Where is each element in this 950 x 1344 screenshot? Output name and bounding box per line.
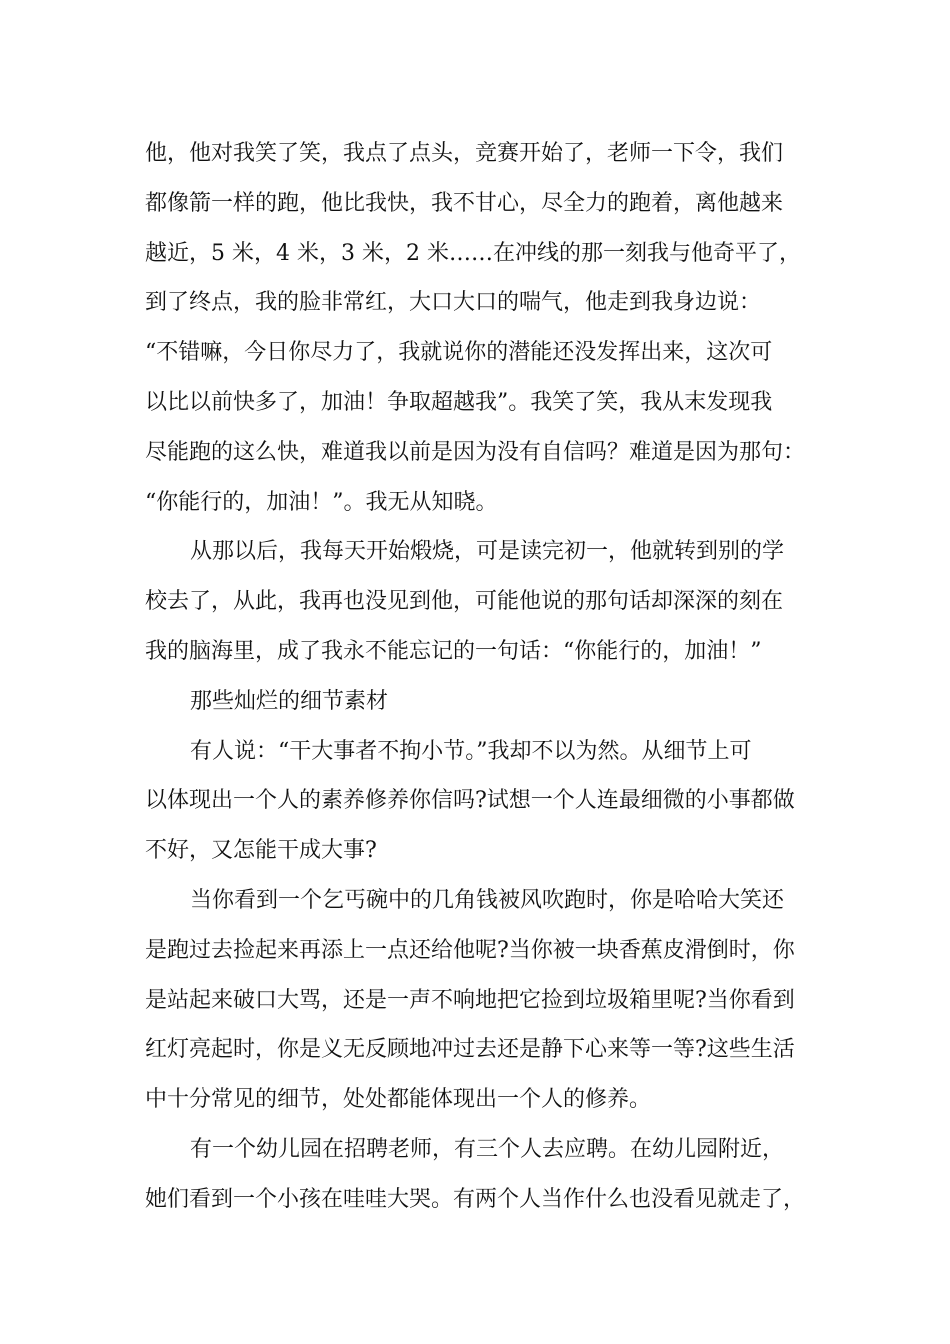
text-line: 中十分常见的细节，处处都能体现出一个人的修养。	[145, 1087, 652, 1113]
text-line: 红灯亮起时，你是义无反顾地冲过去还是静下心来等一等?这些生活	[145, 1037, 795, 1063]
text-line: “你能行的，加油！”。我无从知晓。	[145, 489, 498, 515]
paragraph-start-line: 当你看到一个乞丐碗中的几角钱被风吹跑时，你是哈哈大笑还	[190, 887, 785, 913]
text-line: 不好，又怎能干成大事?	[145, 838, 377, 864]
text-line: 她们看到一个小孩在哇哇大哭。有两个人当作什么也没看见就走了，	[145, 1186, 806, 1212]
paragraph-start-line: 有一个幼儿园在招聘老师，有三个人去应聘。在幼儿园附近，	[190, 1136, 785, 1162]
paragraph-start-line: 有人说：“干大事者不拘小节。”我却不以为然。从细节上可	[190, 738, 752, 764]
text-line: 我的脑海里，成了我永不能忘记的一句话：“你能行的，加油！”	[145, 638, 762, 664]
text-line: 他，他对我笑了笑，我点了点头，竞赛开始了，老师一下令，我们	[145, 141, 784, 166]
text-line: 越近，5 米，4 米，3 米，2 米……在冲线的那一刻我与他奇平了，	[145, 240, 801, 266]
text-line: “不错嘛，今日你尽力了，我就说你的潜能还没发挥出来，这次可	[145, 340, 773, 366]
text-line: 以体现出一个人的素养修养你信吗?试想一个人连最细微的小事都做	[145, 788, 795, 814]
text-line: 都像箭一样的跑，他比我快，我不甘心，尽全力的跑着，离他越来	[145, 190, 784, 216]
text-line: 到了终点，我的脸非常红，大口大口的喘气，他走到我身边说：	[145, 290, 762, 316]
paragraph-start-line: 从那以后，我每天开始煅烧，可是读完初一，他就转到别的学	[190, 539, 785, 565]
text-line: 是跑过去捡起来再添上一点还给他呢?当你被一块香蕉皮滑倒时，你	[145, 937, 795, 963]
text-line: 以比以前快多了，加油！争取超越我”。我笑了笑，我从末发现我	[145, 389, 773, 415]
text-line: 尽能跑的这么快，难道我以前是因为没有自信吗？难道是因为那句：	[145, 439, 806, 465]
text-line: 是站起来破口大骂，还是一声不响地把它捡到垃圾箱里呢?当你看到	[145, 987, 795, 1013]
text-line: 校去了，从此，我再也没见到他，可能他说的那句话却深深的刻在	[145, 589, 784, 615]
section-heading: 那些灿烂的细节素材	[190, 688, 389, 714]
document-body	[145, 129, 825, 1225]
